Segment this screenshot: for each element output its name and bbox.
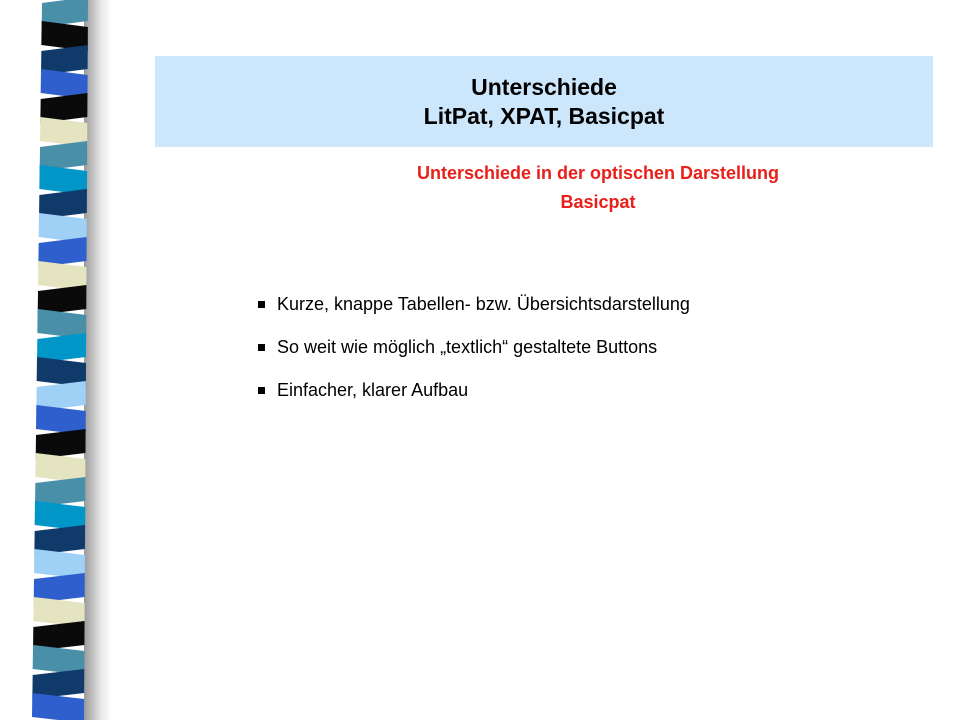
bullet-list [258,283,690,412]
bullet-text: Kurze, knappe Tabellen- bzw. Übersichtsdarstellung [277,294,690,314]
bullet-item [258,369,690,412]
square-bullet-icon [258,344,265,351]
subtitle-line-2: Basicpat [560,192,636,212]
decorative-striped-band [28,0,112,720]
subtitle-line-1: Unterschiede in der optischen Darstellung [416,163,780,183]
square-bullet-icon [258,387,265,394]
title-line-1: Unterschiede [471,74,617,100]
band-stripe [32,693,84,720]
square-bullet-icon [258,301,265,308]
bullet-item [258,326,690,369]
bullet-text: So weit wie möglich „textlich“ gestaltete Buttons [277,337,658,357]
title-line-2: LitPat, XPAT, Basicpat [423,103,665,129]
bullet-text: Einfacher, klarer Aufbau [277,380,469,400]
title-box [155,56,933,147]
subtitle [155,159,960,217]
bullet-item [258,283,690,326]
